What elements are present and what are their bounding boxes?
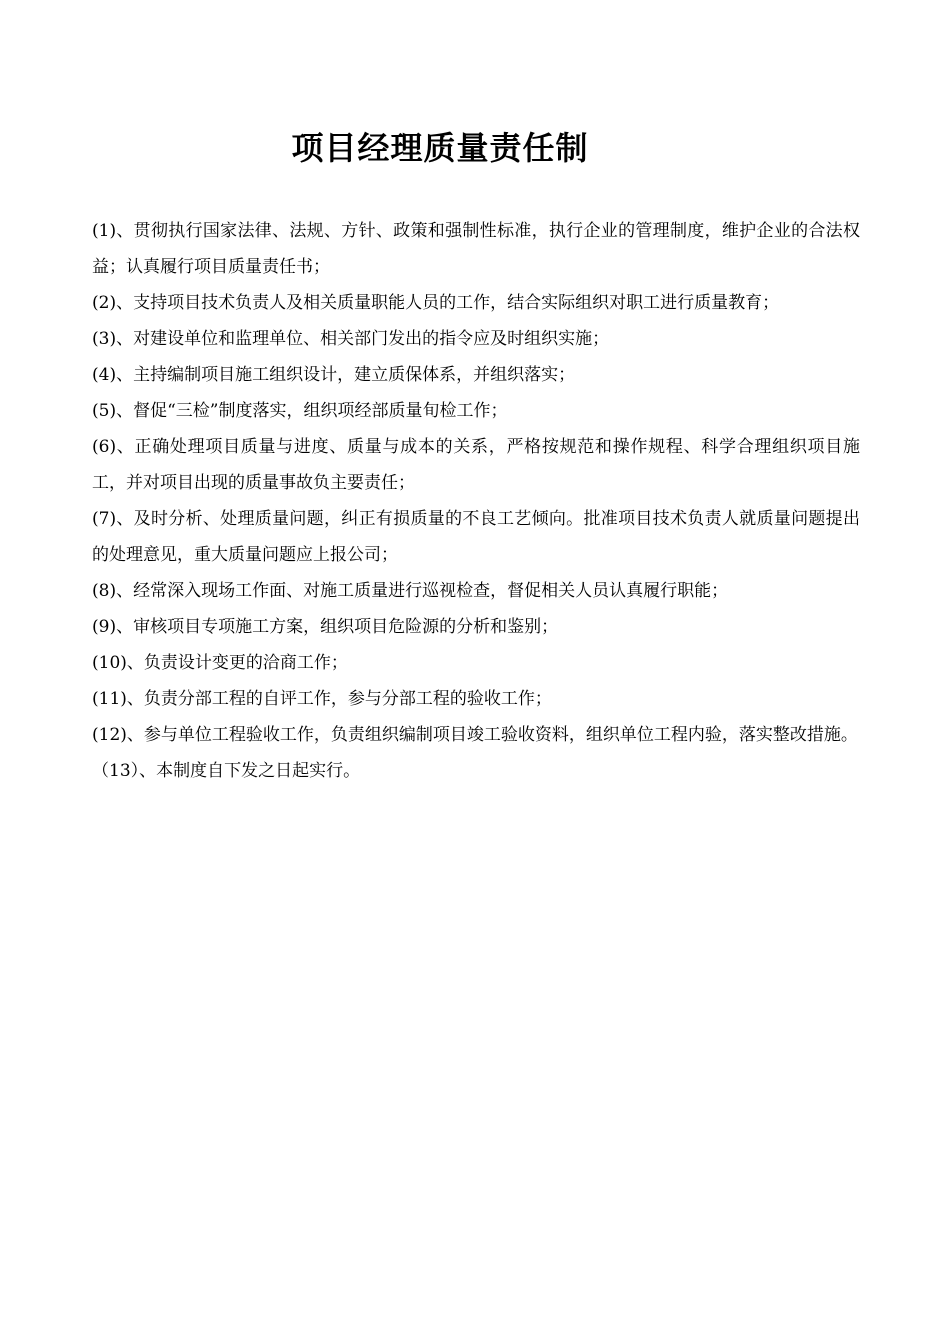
list-item: (12)、参与单位工程验收工作，负责组织编制项目竣工验收资料，组织单位工程内验，落实整改措施。 <box>92 725 858 745</box>
list-item: (4)、主持编制项目施工组织设计，建立质保体系，并组织落实； <box>92 365 576 385</box>
list-item: (1)、贯彻执行国家法律、法规、方针、政策和强制性标准，执行企业的管理制度，维护企业的合法权益；认真履行项目质量责任书； <box>92 221 860 277</box>
responsibility-list <box>92 213 860 789</box>
list-item: (6)、正确处理项目质量与进度、质量与成本的关系，严格按规范和操作规程、科学合理组织项目施工，并对项目出现的质量事故负主要责任； <box>92 437 860 493</box>
document-title: 项目经理质量责任制 <box>291 129 589 167</box>
list-item: (11)、负责分部工程的自评工作，参与分部工程的验收工作； <box>92 689 552 709</box>
list-item: (9)、审核项目专项施工方案，组织项目危险源的分析和鉴别； <box>92 617 559 637</box>
list-item: (5)、督促“三检”制度落实，组织项经部质量旬检工作； <box>92 401 508 421</box>
list-item: (7)、及时分析、处理质量问题，纠正有损质量的不良工艺倾向。批准项目技术负责人就质量问题提出的处理意见，重大质量问题应上报公司； <box>92 509 860 565</box>
list-item: (2)、支持项目技术负责人及相关质量职能人员的工作，结合实际组织对职工进行质量教育； <box>92 293 780 313</box>
list-item: (8)、经常深入现场工作面、对施工质量进行巡视检查，督促相关人员认真履行职能； <box>92 581 729 601</box>
list-item: (10)、负责设计变更的洽商工作； <box>92 653 348 673</box>
list-item: （13）、本制度自下发之日起实行。 <box>92 761 361 781</box>
list-item: (3)、对建设单位和监理单位、相关部门发出的指令应及时组织实施； <box>92 329 610 349</box>
